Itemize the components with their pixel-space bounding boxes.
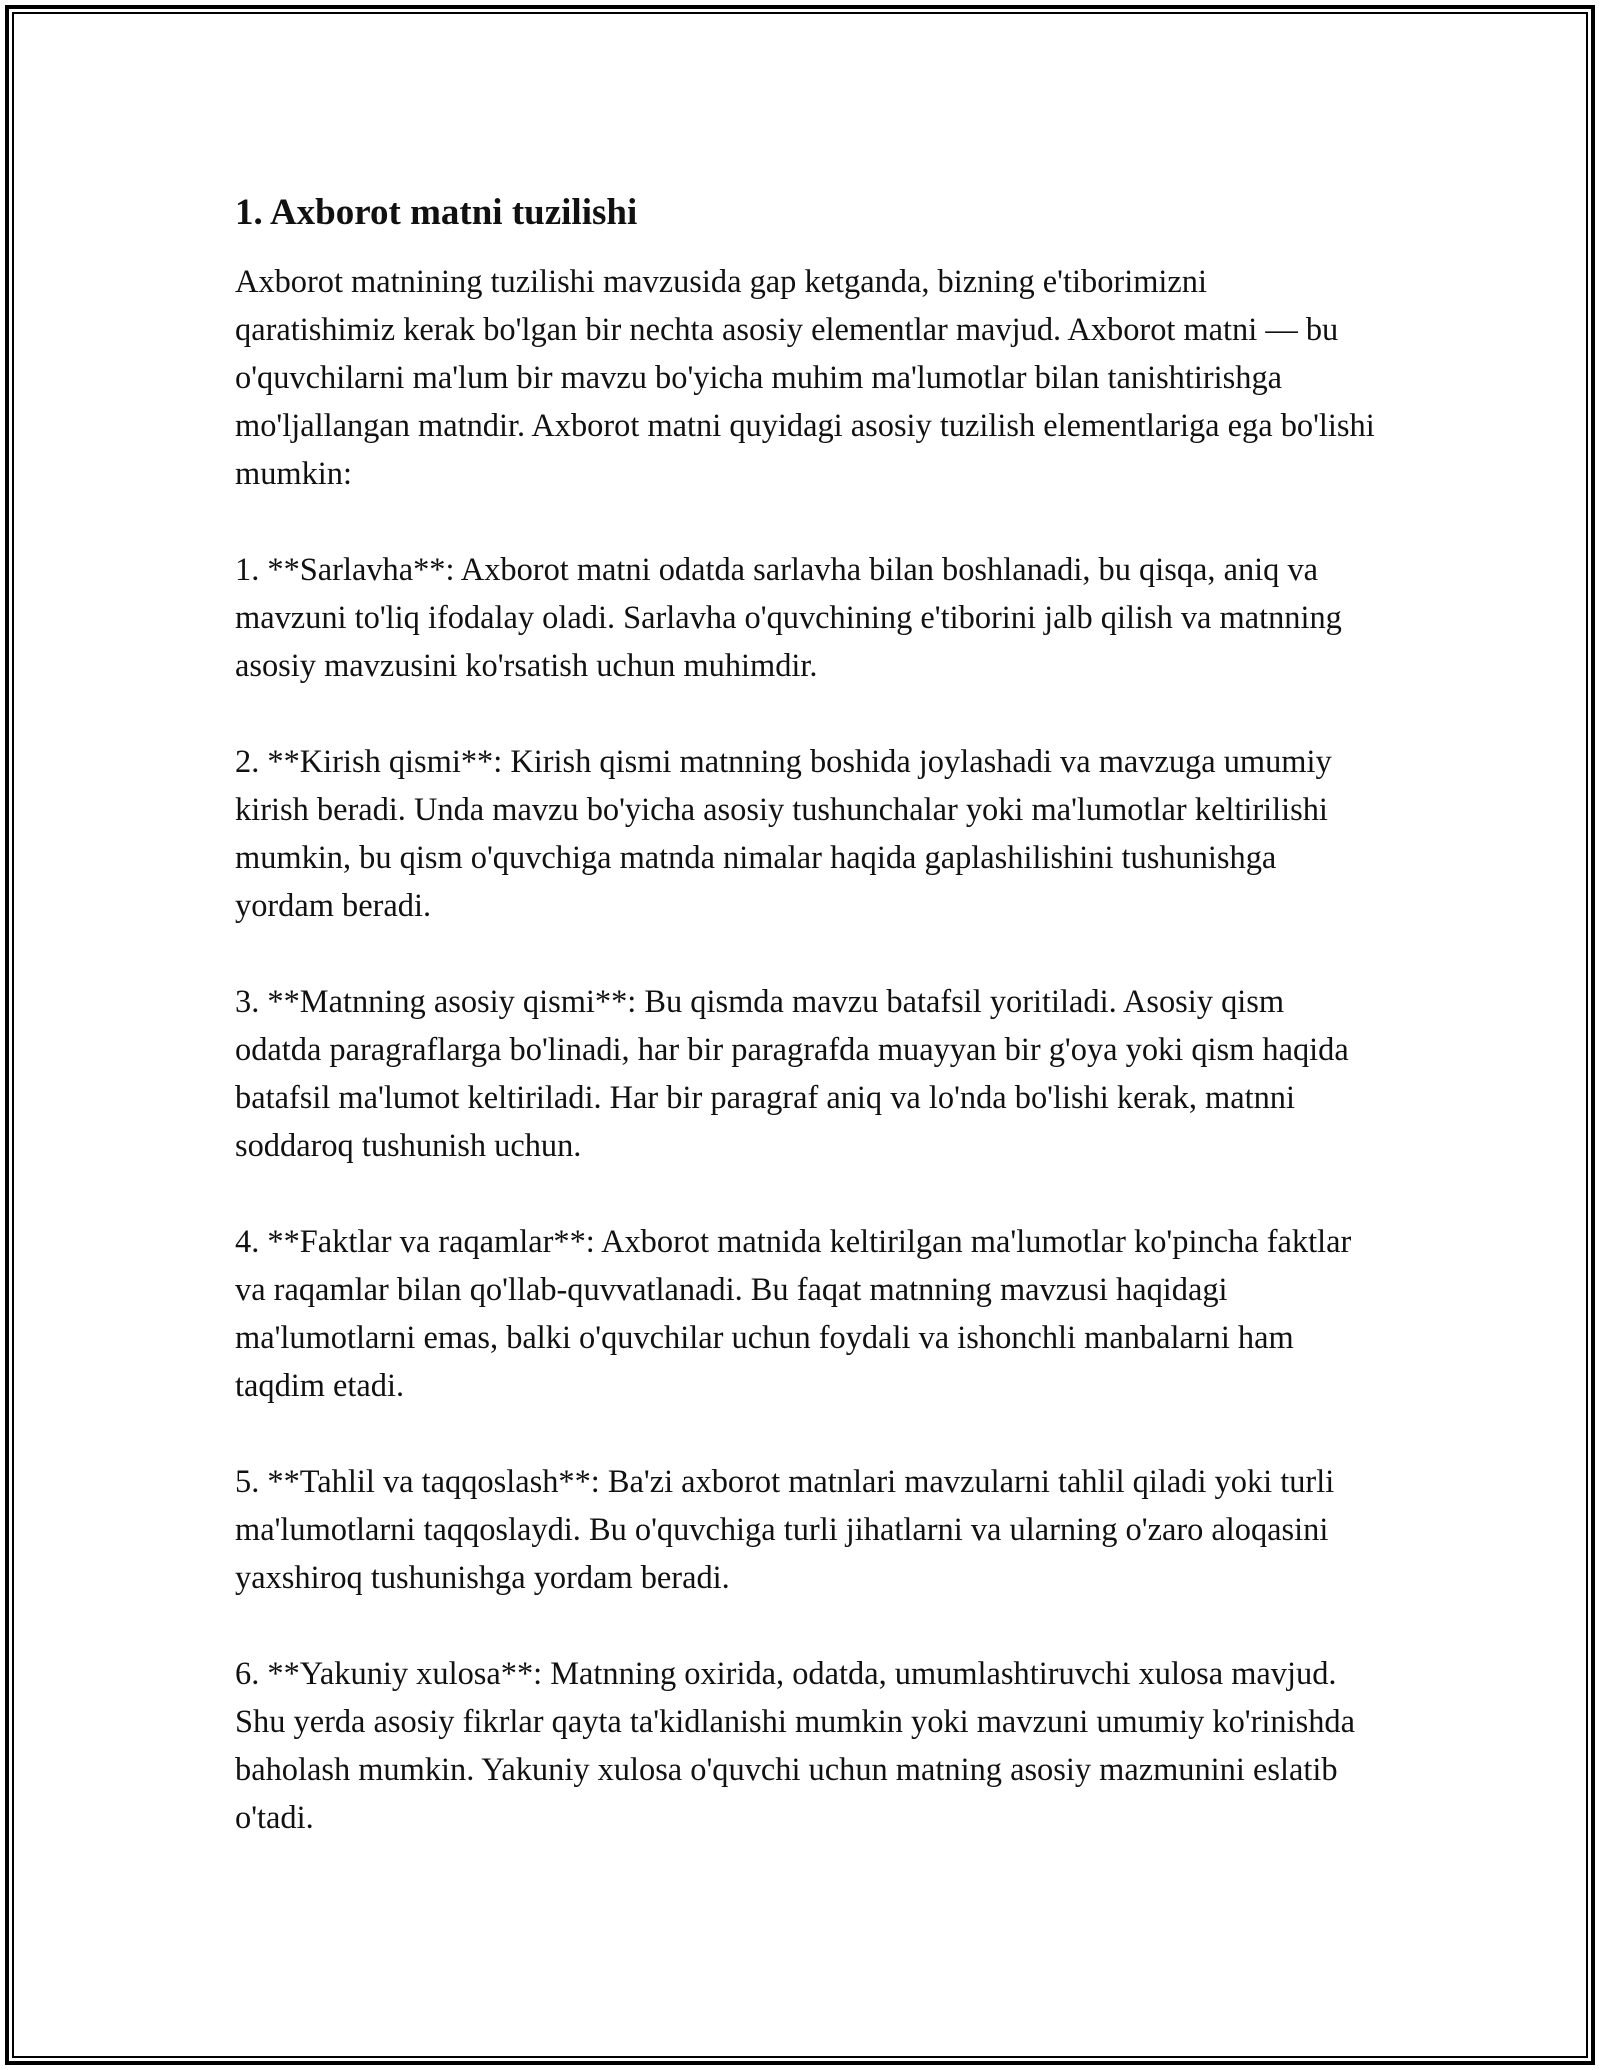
- list-item-asosiy-qismi: 3. **Matnning asosiy qismi**: Bu qismda mavzu batafsil yoritiladi. Asosiy qism odatda paragraflarga bo'linadi, har bir paragrafda muayyan bir g'oya yoki qism haqida batafsil ma'lumot keltiriladi. Har bir paragraf aniq va lo'nda bo'lishi kerak, matnni soddaroq tushunish uchun.: [235, 984, 1349, 1164]
- document-body: [235, 185, 1375, 1890]
- list-item-yakuniy-xulosa: 6. **Yakuniy xulosa**: Matnning oxirida, odatda, umumlashtiruvchi xulosa mavjud. Shu yerda asosiy fikrlar qayta ta'kidlanishi mumkin yoki mavzuni umumiy ko'rinishda baholash mumkin. Yakuniy xulosa o'quvchi uchun matning asosiy mazmunini eslatib o'tadi.: [235, 1656, 1355, 1836]
- list-item-tahlil-va-taqqoslash: 5. **Tahlil va taqqoslash**: Ba'zi axborot matnlari mavzularni tahlil qiladi yoki turli ma'lumotlarni taqqoslaydi. Bu o'quvchiga turli jihatlarni va ularning o'zaro aloqasini yaxshiroq tushunishga yordam beradi.: [235, 1464, 1335, 1596]
- section-heading: 1. Axborot matni tuzilishi: [235, 192, 638, 233]
- list-item-kirish-qismi: 2. **Kirish qismi**: Kirish qismi matnning boshida joylashadi va mavzuga umumiy kirish beradi. Unda mavzu bo'yicha asosiy tushunchalar yoki ma'lumotlar keltirilishi mumkin, bu qism o'quvchiga matnda nimalar haqida gaplashilishini tushunishga yordam beradi.: [235, 744, 1332, 924]
- intro-paragraph: Axborot matnining tuzilishi mavzusida gap ketganda, bizning e'tiborimizni qaratishimiz kerak bo'lgan bir nechta asosiy elementlar mavjud. Axborot matni — bu o'quvchilarni ma'lum bir mavzu bo'yicha muhim ma'lumotlar bilan tanishtirishga mo'ljallangan matndir. Axborot matni quyidagi asosiy tuzilish elementlariga ega bo'lishi mumkin:: [235, 264, 1375, 492]
- list-item-faktlar-va-raqamlar: 4. **Faktlar va raqamlar**: Axborot matnida keltirilgan ma'lumotlar ko'pincha faktlar va raqamlar bilan qo'llab-quvvatlanadi. Bu faqat matnning mavzusi haqidagi ma'lumotlarni emas, balki o'quvchilar uchun foydali va ishonchli manbalarni ham taqdim etadi.: [235, 1224, 1352, 1404]
- list-item-sarlavha: 1. **Sarlavha**: Axborot matni odatda sarlavha bilan boshlanadi, bu qisqa, aniq va mavzuni to'liq ifodalay oladi. Sarlavha o'quvchining e'tiborini jalb qilish va matnning asosiy mavzusini ko'rsatish uchun muhimdir.: [235, 552, 1342, 684]
